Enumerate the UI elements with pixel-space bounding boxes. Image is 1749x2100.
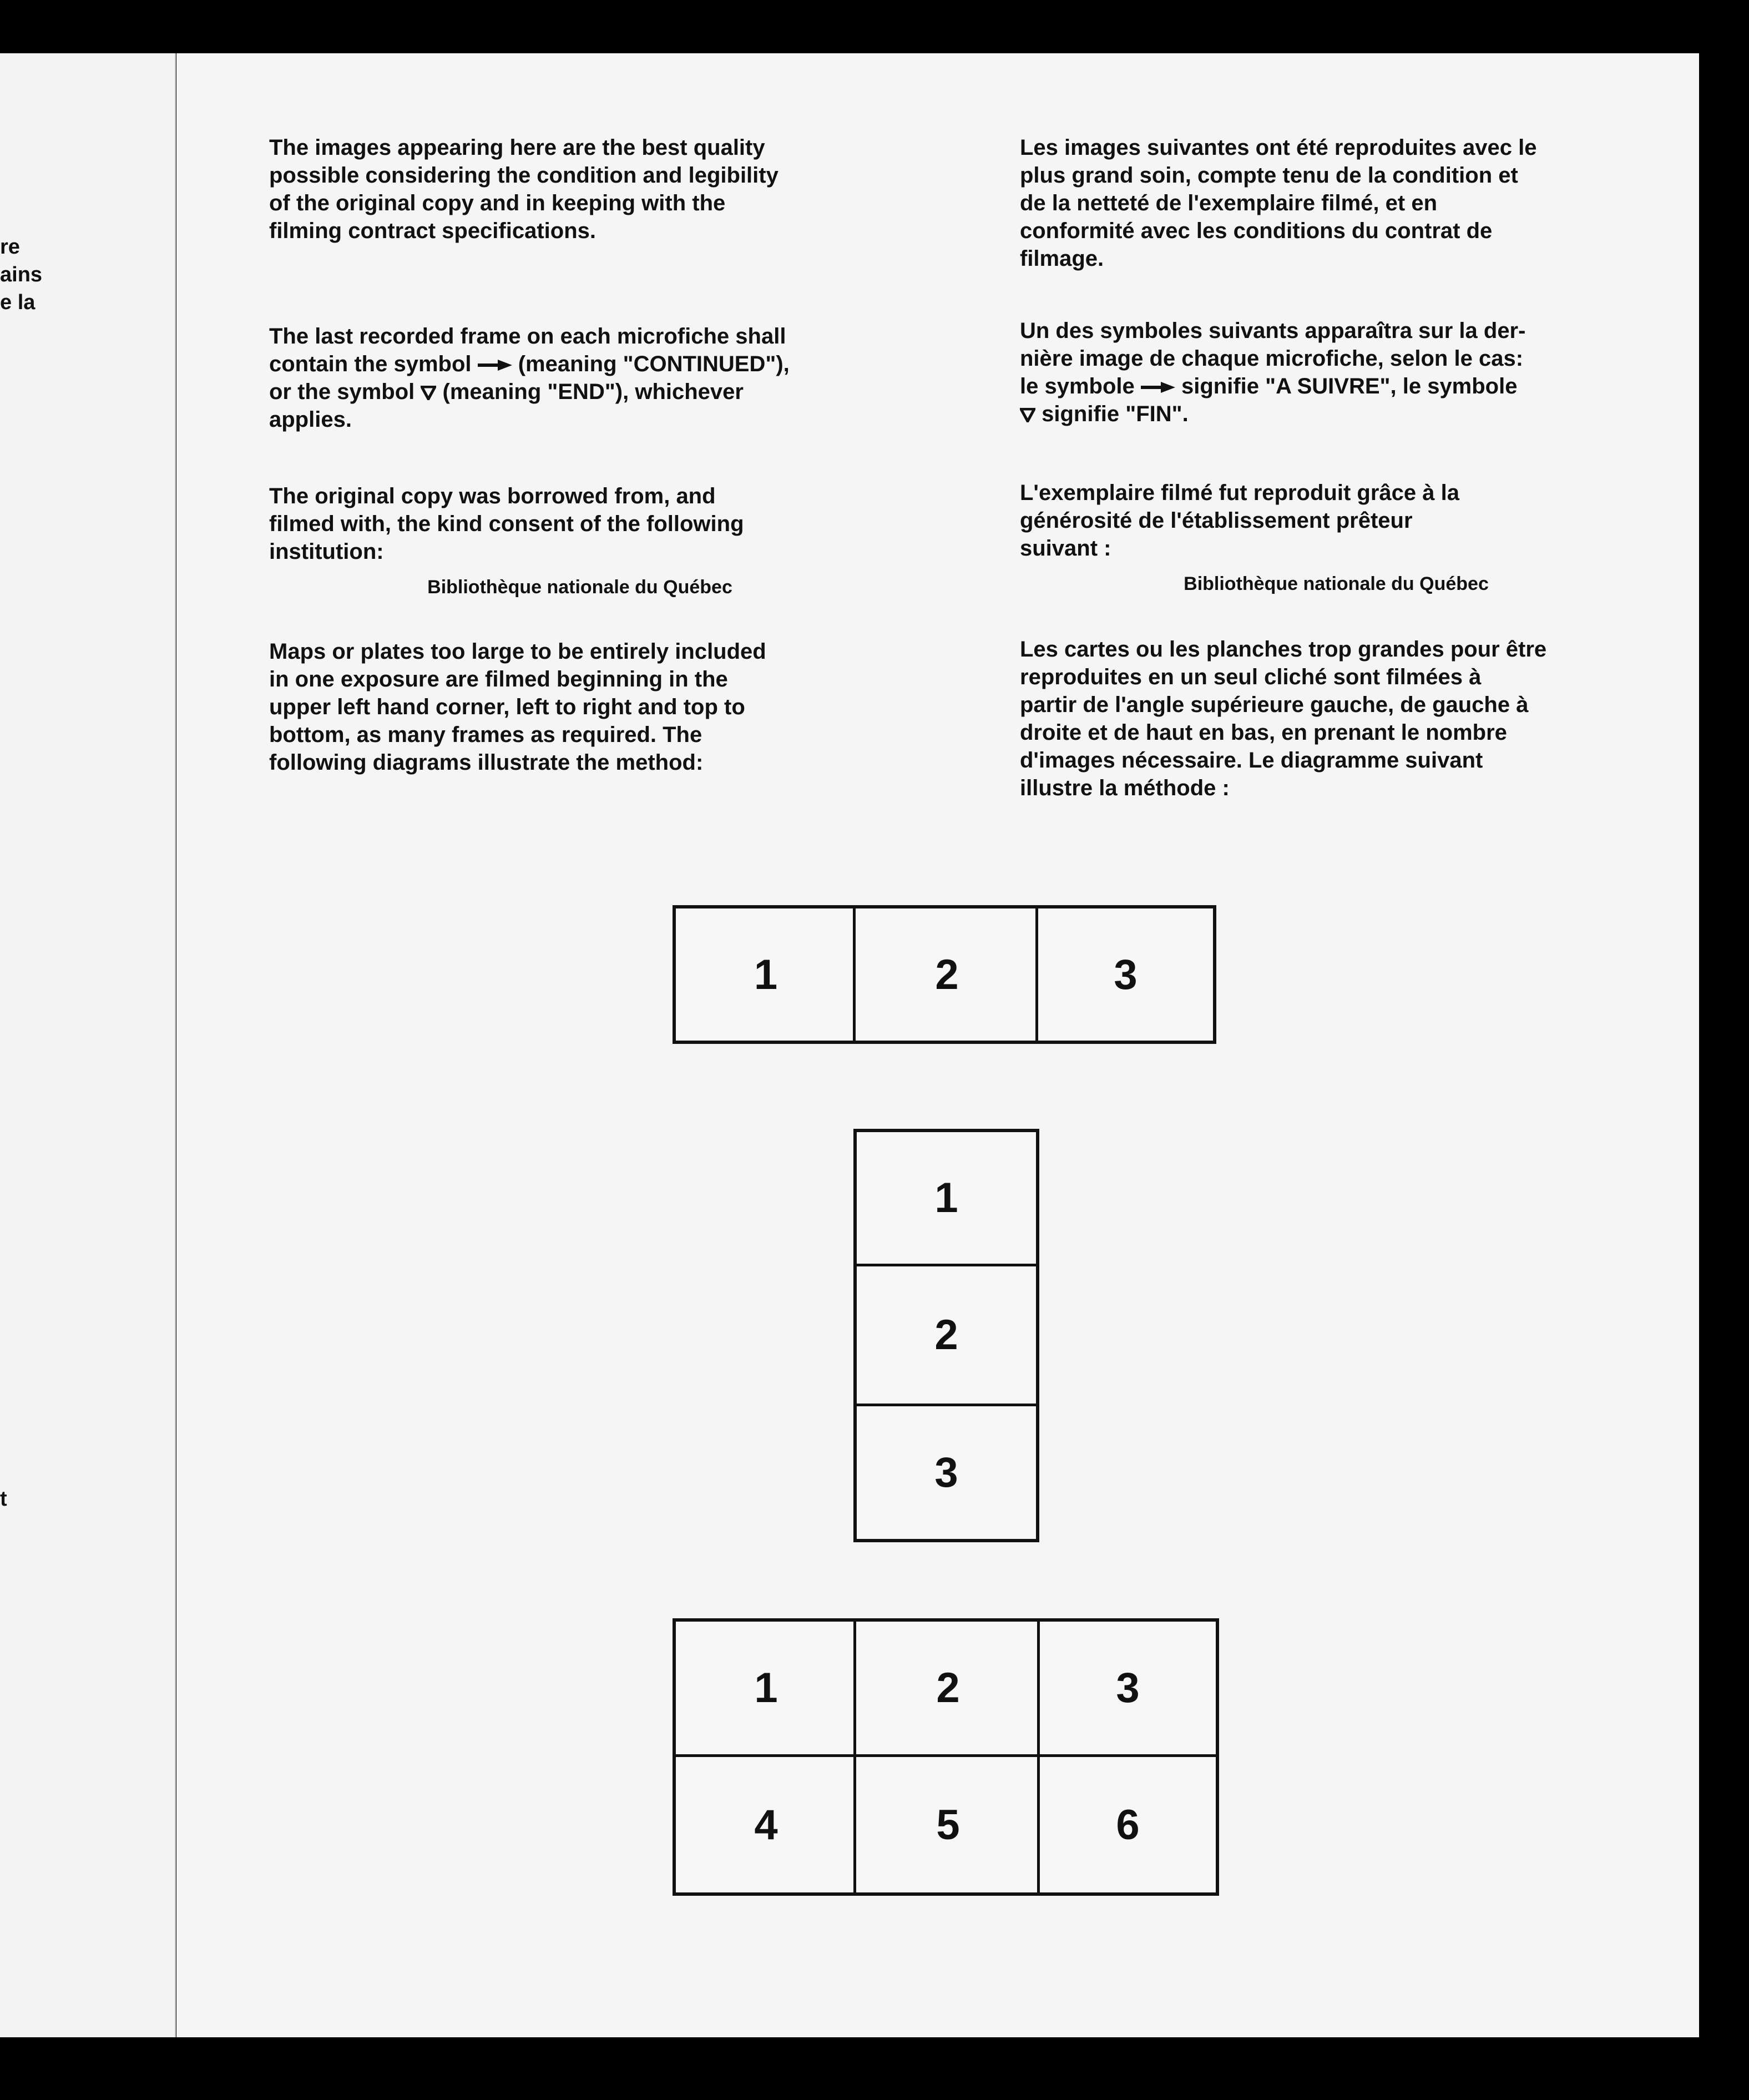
- grid-diagram: [673, 1618, 1219, 1896]
- left-fragment: ains: [0, 263, 43, 286]
- triangle-down-icon: [1020, 408, 1035, 422]
- maps-paragraph-fr: Les cartes ou les planches trop grandes pour être reproduites en un seul cliché sont filmées à partir de l'angle supérieure gauche, de gauche à droite et de haut en bas, en prenant le nombre d'images nécessaire. Le diagramme suivant illustre la méthode :: [1020, 637, 1547, 800]
- frame-cell: 3: [1114, 951, 1138, 998]
- previous-page-strip: [0, 53, 176, 2037]
- frame-cell: 3: [1116, 1664, 1140, 1712]
- frame-cell: 3: [934, 1449, 958, 1496]
- symbols-paragraph-fr: Un des symboles suivants apparaîtra sur la der- nière image de chaque microfiche, selon le cas: le symbole signifie "A SUIVRE", le symbole signifie "FIN".: [1020, 319, 1526, 426]
- quality-paragraph-fr: Les images suivantes ont été reproduites avec le plus grand soin, compte tenu de la condition et de la netteté de l'exemplaire filmé, et en conformité avec les conditions du contrat de filmage.: [1020, 135, 1537, 271]
- row-diagram: [673, 905, 1216, 1044]
- consent-paragraph-fr: L'exemplaire filmé fut reproduit grâce à la générosité de l'établissement prêteur suivant :: [1020, 481, 1459, 561]
- frame-cell: 1: [754, 1664, 778, 1712]
- frame-cell: 1: [754, 951, 778, 998]
- institution-name-fr: Bibliothèque nationale du Québec: [1184, 573, 1489, 594]
- left-fragment: re: [0, 235, 20, 259]
- left-fragment: e la: [0, 291, 36, 314]
- left-fragment: t: [0, 1487, 7, 1511]
- frame-cell: 2: [935, 951, 959, 998]
- frame-cell: 2: [934, 1311, 958, 1359]
- arrow-right-icon: [478, 359, 512, 372]
- maps-paragraph: Maps or plates too large to be entirely included in one exposure are filmed beginning in the upper left hand corner, left to right and top to bottom, as many frames as required. The following diagrams illustrate the method:: [269, 639, 766, 775]
- frame-cell: 1: [934, 1174, 958, 1221]
- column-diagram: [853, 1129, 1039, 1542]
- institution-name: Bibliothèque nationale du Québec: [427, 577, 732, 598]
- frame-cell: 4: [754, 1801, 778, 1849]
- english-column: [269, 134, 891, 776]
- frame-cell: 6: [1116, 1801, 1140, 1849]
- arrow-right-icon: [1141, 381, 1175, 394]
- quality-paragraph: The images appearing here are the best quality possible considering the condition and legibility of the original copy and in keeping with the filming contract specifications.: [269, 135, 779, 243]
- french-column: [1020, 134, 1652, 802]
- symbols-paragraph: The last recorded frame on each microfiche shall contain the symbol (meaning "CONTINUED"), or the symbol (meaning "END"), whichever applies.: [269, 324, 790, 432]
- consent-paragraph: The original copy was borrowed from, and filmed with, the kind consent of the following institution:: [269, 484, 744, 564]
- triangle-down-icon: [421, 386, 436, 400]
- frame-cell: 5: [936, 1801, 960, 1849]
- microfiche-target-page: [176, 53, 1699, 2037]
- frame-cell: 2: [936, 1664, 960, 1712]
